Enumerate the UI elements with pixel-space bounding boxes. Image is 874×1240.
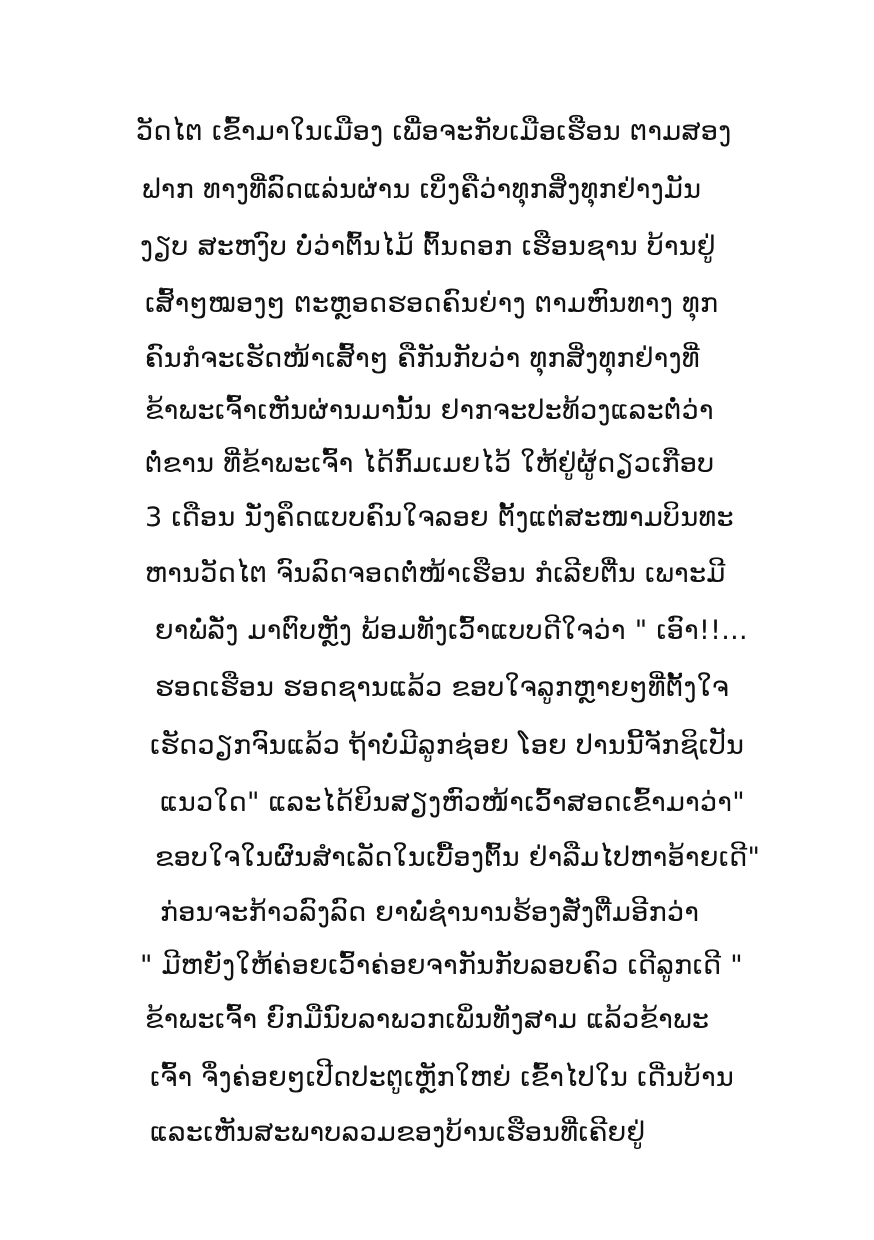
text-line-9: ຫານວັດໄຕ ຈົນລົດຈອດຕໍ່ໜ້າເຮືອນ ກໍເລີຍຕື່ນ ເພາະມີ [145,558,726,589]
text-line-12: ເຮັດວຽກຈົນແລ້ວ ຖ້າບໍ່ມີລູກຊ່ອຍ ໂອຍ ປານນີ້ຈັກຊິເປັນ [150,730,745,761]
text-line-13: ແນວໃດ" ແລະໄດ້ຍິນສຽງຫົວໜ້າເວົ້າສອດເຂົ້າມາວ່າ" [160,787,745,818]
text-line-3: ງຽບ ສະຫງົບ ບໍ່ວ່າຕົ້ນໄມ້ ຕົ້ນດອກ ເຮືອນຊານ ບ້ານຢູ່ [140,231,716,262]
text-line-10: ຍາພໍ່ລັ່ງ ມາຕົບຫຼັງ ພ້ອມທັງເວົ້າແບບດີໃຈວ່າ " ເອົາ!!... [155,615,748,646]
text-line-15: ກ່ອນຈະກ້າວລົງລົດ ຍາພໍ່ຊຳນານຮ້ອງສັ່ງຕື່ມອີກວ່າ [160,897,700,928]
text-line-7: ຕໍ່ຂານ ທີ່ຂ້າພະເຈົ້າ ໄດ້ກົ້ມເມຍໄວ້ ໃຫ້ຢູ່ຜູ້ດຽວເກືອບ [145,448,715,479]
text-line-16: " ມີຫຍັງໃຫ້ຄ່ອຍເວົ້າຄ່ອຍຈາກັນກັບລອບຄົວ ເດີລູກເດີ " [140,950,743,981]
text-line-8: 3 ເດືອນ ນັ່ງຄຶດແບບຄົນໃຈລອຍ ຕັ້ງແຕ່ສະໜາມບິນທະ [145,502,734,533]
text-line-18: ເຈົ້າ ຈຶ່ງຄ່ອຍໆເປີດປະຕູເຫຼັກໃຫຍ່ ເຂົ້າໄປໃນ ເດີ່ນບ້ານ [150,1062,735,1093]
text-line-11: ຮອດເຮືອນ ຮອດຊານແລ້ວ ຂອບໃຈລູກຫຼາຍໆທີ່ຕັ້ງໃຈ [155,672,730,703]
text-line-2: ຟາກ ທາງທີ່ລົດແລ່ນຜ່ານ ເບິ່ງຄືວ່າທຸກສິ່ງທຸກຢ່າງມັນ [142,174,702,205]
text-line-17: ຂ້າພະເຈົ້າ ຍົກມືນົບລາພວກເພິ່ນທັງສາມ ແລ້ວຂ້າພະ [145,1004,710,1035]
text-line-4: ເສົ້າໆໝອງໆ ຕະຫຼອດຮອດຄົນຍ່າງ ຕາມຫົນທາງ ທຸກ [145,288,719,319]
text-line-5: ຄົນກໍຈະເຮັດໜ້າເສົ້າໆ ຄືກັນກັບວ່າ ທຸກສິ່ງທຸກຢ່າງທີ່ [145,343,700,374]
text-line-19: ແລະເຫັນສະພາບລວມຂອງບ້ານເຮືອນທີ່ເຄີຍຢູ່ [150,1117,646,1148]
text-line-14: ຂອບໃຈໃນຜົນສຳເລັດໃນເບື້ອງຕົ້ນ ຢ່າລືມໄປຫາອ້າຍເດີ" [155,842,761,873]
text-line-1: ວັດໄຕ ເຂົ້າມາໃນເມືອງ ເພື່ອຈະກັບເມືອເຮືອນ ຕາມສອງ [136,116,732,147]
text-line-6: ຂ້າພະເຈົ້າເຫັນຜ່ານມານັ້ນ ຢາກຈະປະທ້ວງແລະຕໍ່ວ່າ [145,395,714,426]
